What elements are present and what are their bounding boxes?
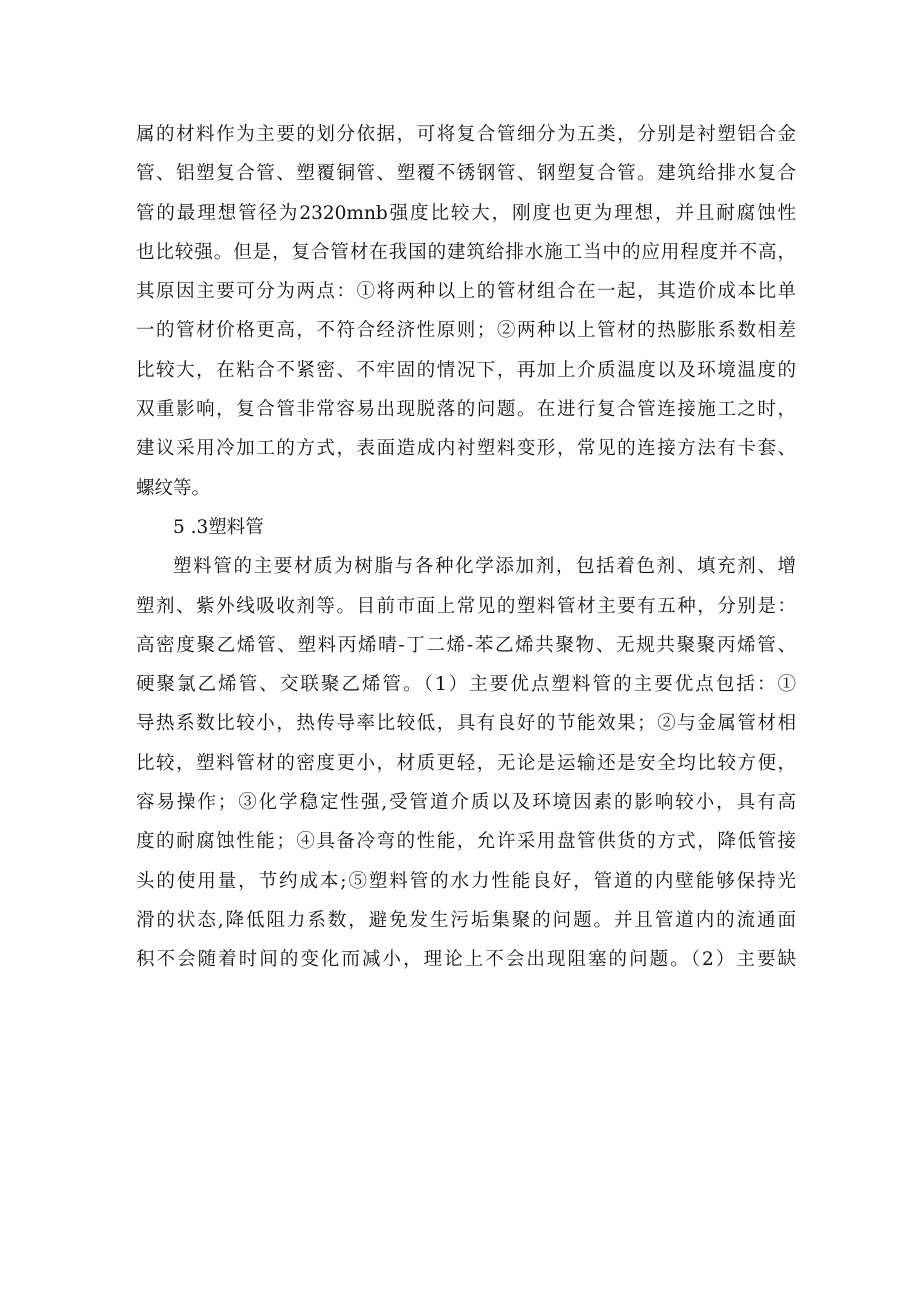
- paragraph-line: 螺纹等。: [136, 477, 211, 499]
- paragraph-line: 滑的状态,降低阻力系数，避免发生污垢集聚的问题。并且管道内的流通面: [136, 909, 796, 931]
- paragraph-line: 管的最理想管径为2320mnb强度比较大，刚度也更为理想，并且耐腐蚀性: [136, 202, 796, 224]
- document-body: [136, 115, 796, 980]
- paragraph-line: 双重影响，复合管非常容易出现脱落的问题。在进行复合管连接施工之时，: [136, 399, 796, 421]
- paragraph-plastic-pipe: [136, 547, 796, 979]
- paragraph-composite-pipe: [136, 115, 796, 508]
- paragraph-line: 高密度聚乙烯管、塑料丙烯晴-丁二烯-苯乙烯共聚物、无规共聚聚丙烯管、: [136, 634, 796, 656]
- section-heading: 5 .3塑料管: [173, 516, 264, 538]
- paragraph-line: 容易操作；③化学稳定性强,受管道介质以及环境因素的影响较小，具有高: [136, 792, 796, 814]
- paragraph-line: 塑剂、紫外线吸收剂等。目前市面上常见的塑料管材主要有五种，分别是：: [136, 595, 796, 617]
- paragraph-line: 导热系数比较小，热传导率比较低，具有良好的节能效果；②与金属管材相: [136, 713, 796, 735]
- paragraph-line: 属的材料作为主要的划分依据，可将复合管细分为五类，分别是衬塑铝合金: [136, 124, 796, 145]
- paragraph-line: 也比较强。但是，复合管材在我国的建筑给排水施工当中的应用程度并不高，: [136, 241, 796, 263]
- paragraph-line: 积不会随着时间的变化而减小，理论上不会出现阻塞的问题。（2）主要缺: [136, 949, 796, 971]
- paragraph-line: 管、铝塑复合管、塑覆铜管、塑覆不锈钢管、钢塑复合管。建筑给排水复合: [136, 163, 796, 185]
- paragraph-line: 度的耐腐蚀性能；④具备冷弯的性能，允许采用盘管供货的方式，降低管接: [136, 831, 796, 853]
- paragraph-line: 一的管材价格更高，不符合经济性原则；②两种以上管材的热膨胀系数相差: [136, 320, 796, 342]
- paragraph-line: 塑料管的主要材质为树脂与各种化学添加剂，包括着色剂、填充剂、增: [173, 556, 796, 578]
- paragraph-line: 其原因主要可分为两点：①将两种以上的管材组合在一起，其造价成本比单: [136, 281, 796, 303]
- paragraph-line: 硬聚氯乙烯管、交联聚乙烯管。（1）主要优点塑料管的主要优点包括：①: [136, 674, 796, 696]
- paragraph-line: 头的使用量，节约成本;⑤塑料管的水力性能良好，管道的内壁能够保持光: [136, 870, 796, 892]
- paragraph-line: 建议采用冷加工的方式，表面造成内衬塑料变形，常见的连接方法有卡套、: [136, 438, 796, 460]
- paragraph-line: 比较大，在粘合不紧密、不牢固的情况下，再加上介质温度以及环境温度的: [136, 359, 796, 381]
- paragraph-line: 比较，塑料管材的密度更小，材质更轻，无论是运输还是安全均比较方便，: [136, 752, 796, 774]
